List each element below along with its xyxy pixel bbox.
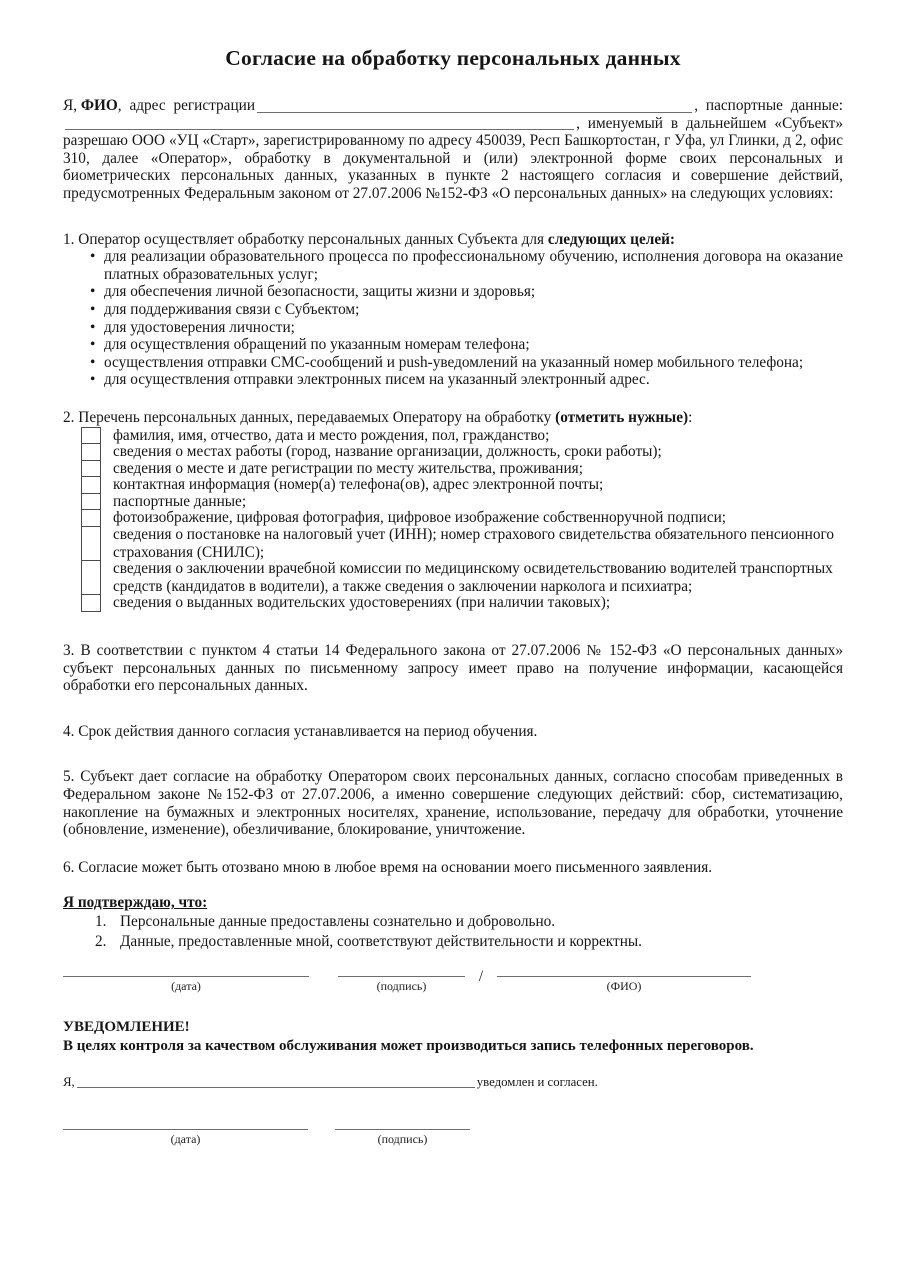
personal-data-checklist xyxy=(63,427,843,613)
bullet-icon xyxy=(90,301,104,319)
confirmation-block xyxy=(63,894,843,951)
bullet-icon xyxy=(90,336,104,354)
ack-suffix: уведомлен и согласен. xyxy=(476,1074,598,1089)
checkbox-label: сведения о месте и дате регистрации по месту жительства, проживания; xyxy=(113,459,583,477)
section-6: 6. Согласие может быть отозвано мною в любое время на основании моего письменного заявления. xyxy=(63,858,713,876)
intro-paragraph: разрешаю ООО «УЦ «Старт», зарегистрированному по адресу 450039, Респ Башкортостан, г Уфа, ул Глинки, д 2, офис 310, далее «Оператор», обработку в документальной и (или) электронной форме своих персональных и биометрических персональных данных, указанных в пункте 2 настоящего согласия и совершение действий, предусмотренных Федеральным законом от 27.07.2006 №152-ФЗ «О персональных данных» на следующих условиях: xyxy=(63,132,843,202)
purpose-item: • для осуществления обращений по указанным номерам телефона; xyxy=(63,336,843,354)
section-5: 5. Субъект дает согласие на обработку Оператором своих персональных данных, согласно способам приведенных в Федеральном законе №152-ФЗ от 27.07.2006, а именно совершение следующих действий: сбор, систематизацию, накопление на бумажных и электронных носителях, хранение, использование, передачу для обработки, уточнение (обновление, изменение), обезличивание, блокирование, уничтожение. xyxy=(63,768,843,839)
fio-placeholder: ФИО xyxy=(80,97,118,114)
notice-signature-label: (подпись) xyxy=(377,1131,428,1146)
checkbox[interactable] xyxy=(81,460,101,478)
acknowledgement-line xyxy=(63,1074,843,1090)
notification-heading: УВЕДОМЛЕНИЕ! xyxy=(63,1018,190,1035)
passport-data-field[interactable] xyxy=(65,128,574,130)
notification-text: В целях контроля за качеством обслуживания может производиться запись телефонных переговоров. xyxy=(63,1037,754,1054)
checkbox-row xyxy=(63,460,843,478)
checkbox-label: контактная информация (номер(а) телефона(ов), адрес электронной почты; xyxy=(113,476,604,494)
section-1 xyxy=(63,231,843,389)
signature-label: (подпись) xyxy=(376,978,427,993)
section-2 xyxy=(63,409,843,612)
notice-signature-line[interactable] xyxy=(335,1116,470,1130)
notice-date-label: (дата) xyxy=(170,1131,201,1146)
checkbox-row xyxy=(63,560,843,595)
bullet-icon xyxy=(90,283,104,301)
checkbox[interactable] xyxy=(81,476,101,494)
checkbox-row xyxy=(63,427,843,445)
section-3: 3. В соответствии с пунктом 4 статьи 14 Федерального закона от 27.07.2006 № 152-ФЗ «О персональных данных» субъект персональных данных по письменному запросу имеет право на получение информации, касающейся обработки его персональных данных. xyxy=(63,642,843,695)
purpose-item: • осуществления отправки СМС-сообщений и push-уведомлений на указанный номер мобильного телефона; xyxy=(63,354,843,372)
slash-separator: / xyxy=(478,967,484,985)
checkbox[interactable] xyxy=(81,443,101,461)
checkbox-label: сведения о местах работы (город, название организации, должность, сроки работы); xyxy=(113,443,662,461)
fio-field xyxy=(497,963,751,994)
ack-prefix: Я, xyxy=(63,1074,75,1089)
checkbox-label: сведения о заключении врачебной комиссии по медицинскому освидетельствованию водителей транспортных средств (кандидатов в водители), а также сведения о заключении нарколога и психиатра; xyxy=(113,560,833,595)
ack-name-field[interactable] xyxy=(77,1086,475,1088)
checkbox[interactable] xyxy=(81,427,101,445)
checkbox-row xyxy=(63,509,843,527)
date-signature-line[interactable] xyxy=(63,963,309,977)
checkbox-label: фамилия, имя, отчество, дата и место рождения, пол, гражданство; xyxy=(113,426,550,444)
document-title: Согласие на обработку персональных данных xyxy=(225,46,681,70)
date-field xyxy=(63,963,309,994)
registration-address-field[interactable] xyxy=(257,111,692,113)
purpose-item: • для удостоверения личности; xyxy=(63,319,843,337)
intro-line-1 xyxy=(63,97,843,115)
bullet-icon xyxy=(90,319,104,337)
fio-label: (ФИО) xyxy=(606,978,642,993)
bullet-icon xyxy=(90,248,104,283)
checkbox-row xyxy=(63,476,843,494)
purpose-item: • для обеспечения личной безопасности, защиты жизни и здоровья; xyxy=(63,283,843,301)
subject-label: , именуемый в дальнейшем «Субъект» xyxy=(576,114,843,132)
notification-signature-block xyxy=(63,1116,843,1147)
fio-signature-line[interactable] xyxy=(497,963,751,977)
confirmation-item: 2. Данные, предоставленные мной, соответствуют действительности и корректны. xyxy=(95,932,643,950)
purpose-item: • для реализации образовательного процесса по профессиональному обучению, исполнения договора на оказание платных образовательных услуг; xyxy=(63,248,843,283)
checkbox-row xyxy=(63,493,843,511)
date-label: (дата) xyxy=(171,978,201,993)
checkbox[interactable] xyxy=(81,509,101,527)
signature-block xyxy=(63,963,843,994)
notice-date-line[interactable] xyxy=(63,1116,308,1130)
confirmation-item: 1. Персональные данные предоставлены сознательно и добровольно. xyxy=(95,913,556,931)
section-4: 4. Срок действия данного согласия устанавливается на период обучения. xyxy=(63,722,538,740)
bullet-icon xyxy=(90,371,104,389)
passport-data-label: , паспортные данные: xyxy=(694,97,843,114)
checkbox-row xyxy=(63,443,843,461)
checkbox-label: сведения о выданных водительских удостоверениях (при наличии таковых); xyxy=(113,594,611,612)
intro-after-fio: , адрес регистрации xyxy=(117,97,256,114)
intro-line-2 xyxy=(63,115,843,133)
checkbox[interactable] xyxy=(81,526,101,561)
purpose-item: • для поддерживания связи с Субъектом; xyxy=(63,301,843,319)
notice-sign-field xyxy=(335,1116,470,1147)
checkbox-label: сведения о постановке на налоговый учет (ИНН); номер страхового свидетельства обязательного пенсионного страхования (СНИЛС); xyxy=(113,526,835,561)
confirmation-heading: Я подтверждаю, что: xyxy=(63,894,208,912)
signature-line[interactable] xyxy=(338,963,465,977)
section-2-heading: 2. Перечень персональных данных, передаваемых Оператору на обработку (отметить нужные): xyxy=(63,408,693,426)
sign-field xyxy=(338,963,465,994)
section-1-heading: 1. Оператор осуществляет обработку персональных данных Субъекта для следующих целей: xyxy=(63,230,676,248)
purpose-item: • для осуществления отправки электронных писем на указанный электронный адрес. xyxy=(63,371,843,389)
notice-date-field xyxy=(63,1116,308,1147)
intro-prefix: Я, xyxy=(63,97,78,114)
checkbox-label: паспортные данные; xyxy=(113,492,247,510)
checkbox[interactable] xyxy=(81,594,101,612)
checkbox-row xyxy=(63,526,843,561)
checkbox[interactable] xyxy=(81,560,101,595)
purpose-list xyxy=(63,248,843,389)
checkbox[interactable] xyxy=(81,493,101,511)
checkbox-label: фотоизображение, цифровая фотография, цифровое изображение собственноручной подписи; xyxy=(113,509,727,527)
bullet-icon xyxy=(90,354,104,372)
checkbox-row xyxy=(63,594,843,612)
